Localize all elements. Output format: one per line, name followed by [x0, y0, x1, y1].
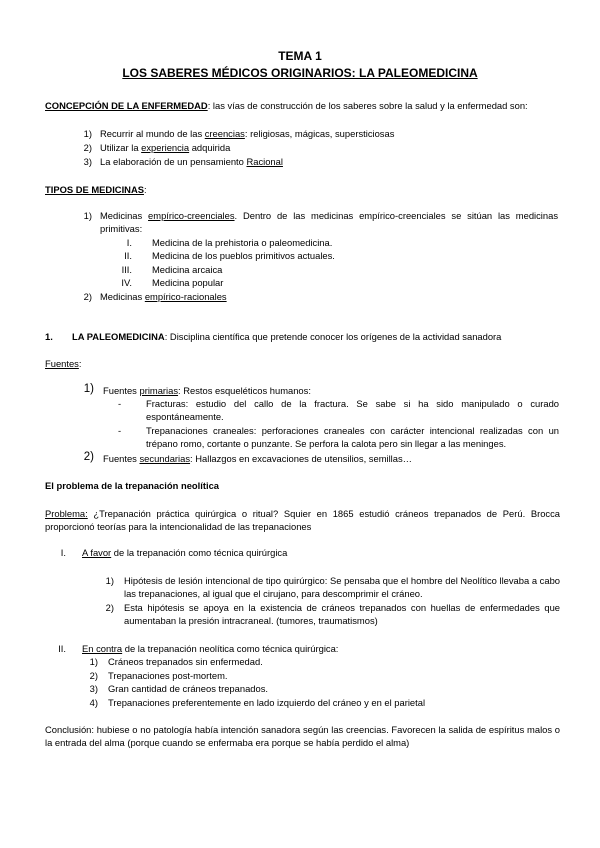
problema-paragraph	[45, 507, 560, 533]
fuentes-item-2	[103, 452, 412, 465]
tipos-item-2-keyword: empírico-racionales	[144, 291, 227, 302]
favor-text: de la trepanación como técnica quirúrgica	[111, 547, 288, 558]
problema-text: ¿Trepanación práctica quirúrgica o ritual? Squier en 1865 estudió cráneos trepanados de Perú. Brocca proporcionó teorías para la intencionalidad de las trepanaciones	[45, 508, 560, 532]
concepcion-item-3-num: 3)	[83, 156, 92, 167]
fuentes-sub-2: Trepanaciones craneales: perforaciones craneales con carácter intencional realizadas con un trépano romo, cortante o punzante. Se perfora la calota pero sin llegar a las meninges.	[146, 425, 559, 449]
contra-item-4: Trepanaciones preferentemente en lado izquierdo del cráneo y en el parietal	[108, 697, 426, 708]
fuentes-item-2-pre: Fuentes	[103, 453, 140, 464]
fuentes-label: Fuentes	[45, 358, 79, 369]
favor-item-2: Esta hipótesis se apoya en la existencia de cráneos trepanados con huellas de enfermedades que aumentaban la presión intracraneal. (tumores, traumatismos)	[124, 602, 560, 626]
fuentes-sub-1: Fracturas: estudio del callo de la fractura. Se sabe si ha sido manipulado o curado espontáneamente.	[146, 398, 559, 422]
contra-item-3-num: 3)	[89, 683, 98, 694]
tipos-sub-4-num: IV.	[121, 277, 132, 288]
tipos-item-1-post: . Dentro de las medicinas empírico-creenciales se sitúan las medicinas primitivas:	[100, 210, 559, 234]
tipos-sub-1-num: I.	[126, 237, 132, 248]
favor-item-1: Hipótesis de lesión intencional de tipo quirúrgico: Se pensaba que el hombre del Neolítico llevaba a cabo las trepanaciones, al igual que el cirujano, para descomprimir el cráneo.	[124, 575, 560, 599]
page-title	[0, 66, 600, 81]
fuentes-item-1-pre: Fuentes	[103, 385, 140, 396]
tipos-sub-4: Medicina popular	[152, 277, 224, 288]
concepcion-item-3-pre: La elaboración de un pensamiento	[100, 156, 247, 167]
concepcion-item-3-keyword: Racional	[246, 156, 283, 167]
tipos-item-1	[100, 209, 558, 235]
concepcion-heading: CONCEPCIÓN DE LA ENFERMEDAD	[45, 100, 208, 111]
paleo-text: : Disciplina científica que pretende conocer los orígenes de la actividad sanadora	[164, 331, 502, 342]
favor-item-1-num: 1)	[105, 575, 114, 586]
concepcion-item-2-num: 2)	[83, 142, 92, 153]
tipos-item-1-pre: Medicinas	[100, 210, 149, 221]
fuentes-sub-2-dash: -	[118, 425, 122, 436]
contra-item-2: Trepanaciones post-mortem.	[108, 670, 228, 681]
tipos-item-2-num: 2)	[83, 291, 92, 302]
concepcion-item-1-pre: Recurrir al mundo de las	[100, 128, 205, 139]
trepanacion-heading: El problema de la trepanación neolítica	[45, 480, 220, 491]
fuentes-item-1	[103, 384, 311, 397]
page-title-text: LOS SABERES MÉDICOS ORIGINARIOS: LA PALEOMEDICINA	[122, 66, 478, 80]
fuentes-item-1-post: : Restos esqueléticos humanos:	[178, 385, 311, 396]
contra-item-1: Cráneos trepanados sin enfermedad.	[108, 656, 263, 667]
concepcion-text: : las vías de construcción de los saberes sobre la salud y la enfermedad son:	[207, 100, 528, 111]
tipos-sub-3-num: III.	[121, 264, 132, 275]
fuentes-item-2-keyword: secundarias	[139, 453, 191, 464]
favor-item-2-num: 2)	[105, 602, 114, 613]
contra-item-2-num: 2)	[89, 670, 98, 681]
favor-line	[82, 546, 287, 559]
tipos-colon: :	[143, 184, 147, 195]
contra-item-3: Gran cantidad de cráneos trepanados.	[108, 683, 269, 694]
fuentes-item-2-num: 2)	[83, 451, 94, 463]
concepcion-paragraph	[45, 99, 528, 112]
contra-line	[82, 642, 338, 655]
contra-text: de la trepanación neolítica como técnica quirúrgica:	[122, 643, 339, 654]
paleo-heading: LA PALEOMEDICINA	[72, 331, 165, 342]
fuentes-colon: :	[78, 358, 82, 369]
fuentes-sub-1-dash: -	[118, 398, 122, 409]
concepcion-item-2-post: adquirida	[189, 142, 231, 153]
contra-keyword: En contra	[82, 643, 123, 654]
contra-item-1-num: 1)	[89, 656, 98, 667]
fuentes-item-1-keyword: primarias	[139, 385, 179, 396]
concepcion-item-3	[100, 155, 283, 168]
tipos-item-2	[100, 290, 227, 303]
paleo-number: 1.	[45, 331, 53, 342]
contra-item-4-num: 4)	[89, 697, 98, 708]
tipos-sub-1: Medicina de la prehistoria o paleomedicina.	[152, 237, 333, 248]
tema-number: TEMA 1	[278, 49, 322, 63]
fuentes-item-2-post: : Hallazgos en excavaciones de utensilios, semillas…	[190, 453, 413, 464]
concepcion-item-1-num: 1)	[83, 128, 92, 139]
tipos-sub-3: Medicina arcaica	[152, 264, 223, 275]
concepcion-item-1-post: : religiosas, mágicas, supersticiosas	[244, 128, 395, 139]
problema-label: Problema:	[45, 508, 88, 519]
contra-num: II.	[58, 643, 66, 654]
favor-keyword: A favor	[82, 547, 112, 558]
tipos-heading: TIPOS DE MEDICINAS	[45, 184, 144, 195]
concepcion-item-2-keyword: experiencia	[141, 142, 190, 153]
fuentes-item-1-num: 1)	[83, 383, 94, 395]
concepcion-item-2-pre: Utilizar la	[100, 142, 142, 153]
tipos-item-2-pre: Medicinas	[100, 291, 145, 302]
tipos-item-1-num: 1)	[83, 210, 92, 221]
tipos-heading-line	[45, 183, 147, 196]
favor-num: I.	[60, 547, 66, 558]
concepcion-item-1-keyword: creencias	[204, 128, 245, 139]
tipos-sub-2: Medicina de los pueblos primitivos actuales.	[152, 250, 335, 261]
tipos-sub-2-num: II.	[124, 250, 132, 261]
fuentes-label-line	[45, 357, 81, 370]
concepcion-item-2	[100, 141, 230, 154]
concepcion-item-1	[100, 127, 394, 140]
paleo-paragraph	[72, 330, 501, 343]
tipos-item-1-keyword: empírico-creenciales	[148, 210, 235, 221]
conclusion-paragraph: Conclusión: hubiese o no patología había intención sanadora según las creencias. Favorecen la salida de espíritus malos o la entrada del alma (porque cuando se enfermaba era porque se había perdido el alma)	[45, 724, 560, 748]
